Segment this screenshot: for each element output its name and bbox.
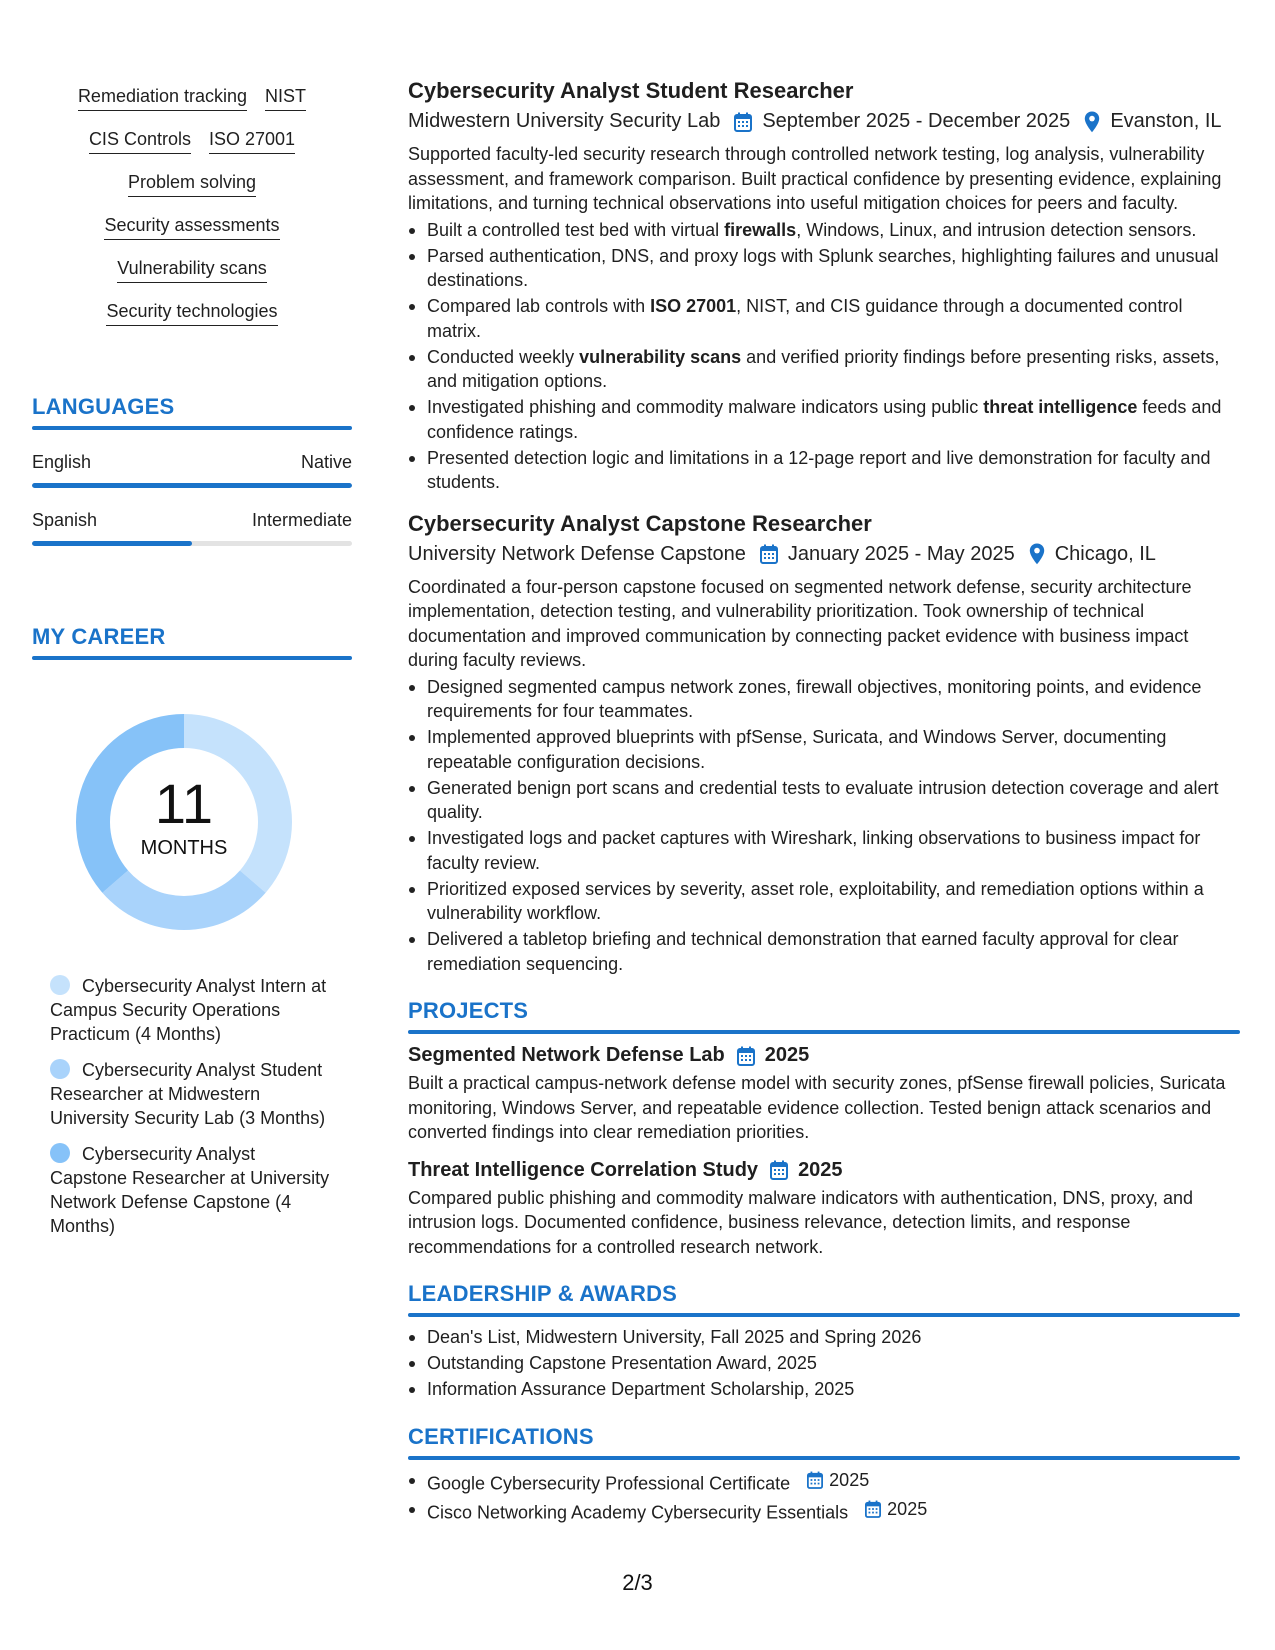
job-entry bbox=[408, 78, 1240, 495]
skill-tag: NIST bbox=[265, 86, 306, 111]
job-bullets bbox=[408, 675, 1240, 977]
project-year: 2025 bbox=[798, 1158, 843, 1181]
career-item bbox=[50, 974, 330, 1046]
job-title: Cybersecurity Analyst Student Researcher bbox=[408, 78, 854, 103]
page-number: 2/3 bbox=[622, 1570, 653, 1595]
skill-tag: CIS Controls bbox=[89, 129, 191, 154]
language-level-bar bbox=[32, 483, 352, 488]
legend-dot bbox=[50, 975, 70, 995]
job-organization: Midwestern University Security Lab bbox=[408, 110, 721, 132]
languages-section bbox=[32, 394, 352, 546]
language-level-fill bbox=[32, 541, 192, 546]
job-bullet: Investigated phishing and commodity malware indicators using public threat intelligence feeds and confidence ratings. bbox=[408, 395, 1240, 444]
section-divider bbox=[408, 1030, 1240, 1034]
language-name: Spanish bbox=[32, 510, 98, 530]
calendar-icon bbox=[734, 112, 752, 132]
language-level: Native bbox=[300, 452, 352, 472]
donut-segment bbox=[102, 870, 265, 930]
job-bullet: Compared lab controls with ISO 27001, NIST, and CIS guidance through a documented control matrix. bbox=[408, 294, 1240, 343]
job-bullet: Investigated logs and packet captures with Wireshark, linking observations to business impact for faculty review. bbox=[408, 826, 1240, 875]
language-level-fill bbox=[32, 483, 352, 488]
language-level-bar bbox=[32, 541, 352, 546]
project-description: Compared public phishing and commodity malware indicators with authentication, DNS, proxy, and intrusion logs. Documented confidence, business relevance, detection limits, and response recommendations for a controlled research network. bbox=[408, 1187, 1194, 1257]
certifications-list bbox=[408, 1468, 1240, 1525]
certification-name: Google Cybersecurity Professional Certificate bbox=[427, 1472, 791, 1493]
language-item bbox=[32, 510, 352, 546]
project-entry bbox=[408, 1044, 1240, 1145]
job-dates: September 2025 - December 2025 bbox=[762, 110, 1071, 132]
project-year: 2025 bbox=[764, 1044, 810, 1066]
job-bullets bbox=[408, 218, 1240, 495]
section-heading: LANGUAGES bbox=[32, 394, 175, 419]
calendar-icon bbox=[770, 1160, 788, 1180]
certification-name: Cisco Networking Academy Cybersecurity Essentials bbox=[427, 1502, 849, 1522]
job-bullet: Delivered a tabletop briefing and technical demonstration that earned faculty approval for clear remediation sequencing. bbox=[408, 927, 1240, 976]
job-bullet: Conducted weekly vulnerability scans and verified priority findings before presenting risks, assets, and mitigation options. bbox=[408, 345, 1240, 394]
calendar-icon bbox=[760, 544, 778, 564]
career-item-text: Cybersecurity Analyst Student Researcher at Midwestern University Security Lab (3 Months) bbox=[50, 1060, 326, 1128]
section-divider bbox=[408, 1456, 1240, 1460]
job-description: Coordinated a four-person capstone focused on segmented network defense, security architecture implementation, detection testing, and vulnerability prioritization. Took ownership of technical documentation and improved communication by connecting packet evidence with business impact during faculty reviews. bbox=[408, 576, 1192, 670]
leadership-section bbox=[408, 1281, 1240, 1402]
career-donut-chart bbox=[66, 704, 302, 940]
calendar-icon bbox=[865, 1500, 881, 1518]
job-bullet: Parsed authentication, DNS, and proxy logs with Splunk searches, highlighting failures and unusual destinations. bbox=[408, 244, 1240, 293]
location-pin-icon bbox=[1084, 111, 1100, 133]
career-section bbox=[32, 624, 352, 660]
career-item bbox=[50, 1142, 330, 1238]
job-bullet: Generated benign port scans and credential tests to evaluate intrusion detection coverage and alert quality. bbox=[408, 776, 1240, 825]
section-heading: PROJECTS bbox=[408, 998, 529, 1023]
certification-year: 2025 bbox=[887, 1498, 928, 1519]
skill-tag: Security technologies bbox=[106, 301, 277, 326]
leadership-list bbox=[408, 1325, 1240, 1402]
language-name: English bbox=[32, 452, 92, 472]
calendar-icon bbox=[737, 1046, 755, 1066]
job-bullet: Prioritized exposed services by severity, asset role, exploitability, and remediation options within a vulnerability workflow. bbox=[408, 877, 1240, 926]
career-total-unit: MONTHS bbox=[140, 837, 228, 859]
project-name: Threat Intelligence Correlation Study bbox=[408, 1158, 759, 1181]
language-item bbox=[32, 452, 352, 488]
career-list bbox=[50, 974, 330, 1238]
skill-tag: Vulnerability scans bbox=[117, 258, 266, 283]
job-organization: University Network Defense Capstone bbox=[408, 542, 746, 565]
section-heading: CERTIFICATIONS bbox=[408, 1423, 594, 1449]
job-meta bbox=[408, 110, 1240, 133]
project-description: Built a practical campus-network defense model with security zones, pfSense firewall policies, Suricata monitoring, Windows Server, and repeatable evidence collection. Tested benign attack scenarios and converted findings into clear remediation priorities. bbox=[408, 1073, 1226, 1142]
job-location: Chicago, IL bbox=[1054, 542, 1156, 565]
leadership-item: Dean's List, Midwestern University, Fall 2025 and Spring 2026 bbox=[408, 1325, 1240, 1350]
skill-tag: Security assessments bbox=[104, 215, 279, 240]
job-description: Supported faculty-led security research through controlled network testing, log analysis, vulnerability assessment, and framework comparison. Built practical confidence by presenting evidence, explaining limitations, and turning technical observations into useful mitigation choices for peers and faculty. bbox=[408, 144, 1222, 213]
skill-tag: Remediation tracking bbox=[78, 86, 247, 111]
right-column bbox=[408, 78, 1240, 1525]
job-bullet: Built a controlled test bed with virtual firewalls, Windows, Linux, and intrusion detection sensors. bbox=[408, 218, 1240, 243]
certification-year: 2025 bbox=[829, 1469, 870, 1490]
leadership-item: Outstanding Capstone Presentation Award, 2025 bbox=[408, 1351, 1240, 1376]
legend-dot bbox=[50, 1059, 70, 1079]
career-item bbox=[50, 1058, 330, 1130]
job-meta bbox=[408, 543, 1240, 566]
job-bullet: Designed segmented campus network zones, firewall objectives, monitoring points, and evidence requirements for four teammates. bbox=[408, 675, 1240, 724]
job-dates: January 2025 - May 2025 bbox=[787, 542, 1015, 565]
project-entry bbox=[408, 1159, 1240, 1260]
career-item-text: Cybersecurity Analyst Capstone Researcher at University Network Defense Capstone (4 Months) bbox=[50, 1144, 330, 1236]
projects-section bbox=[408, 998, 1240, 1259]
leadership-item: Information Assurance Department Scholarship, 2025 bbox=[408, 1377, 1240, 1402]
certification-item bbox=[408, 1497, 1240, 1525]
section-divider bbox=[32, 656, 352, 660]
section-divider bbox=[408, 1313, 1240, 1317]
skill-tag: Problem solving bbox=[128, 172, 256, 197]
skill-tag: ISO 27001 bbox=[209, 129, 295, 154]
project-name: Segmented Network Defense Lab bbox=[408, 1044, 725, 1066]
location-pin-icon bbox=[1029, 543, 1045, 565]
job-location: Evanston, IL bbox=[1110, 110, 1222, 132]
job-entry bbox=[408, 511, 1240, 977]
language-level: Intermediate bbox=[251, 510, 352, 530]
legend-dot bbox=[50, 1143, 70, 1163]
job-bullet: Presented detection logic and limitations in a 12-page report and live demonstration for faculty and students. bbox=[408, 446, 1240, 495]
certifications-section bbox=[408, 1424, 1240, 1525]
certification-item bbox=[408, 1468, 1240, 1496]
section-heading: MY CAREER bbox=[32, 624, 166, 649]
career-total-number: 11 bbox=[154, 772, 214, 835]
calendar-icon bbox=[807, 1471, 823, 1489]
job-bullet: Implemented approved blueprints with pfSense, Suricata, and Windows Server, documenting repeatable configuration decisions. bbox=[408, 725, 1240, 774]
left-column bbox=[32, 86, 352, 1250]
section-divider bbox=[32, 426, 352, 430]
section-heading: LEADERSHIP & AWARDS bbox=[408, 1281, 678, 1306]
job-title: Cybersecurity Analyst Capstone Researcher bbox=[408, 510, 872, 536]
career-item-text: Cybersecurity Analyst Intern at Campus Security Operations Practicum (4 Months) bbox=[50, 976, 327, 1044]
skills-list bbox=[32, 86, 352, 344]
